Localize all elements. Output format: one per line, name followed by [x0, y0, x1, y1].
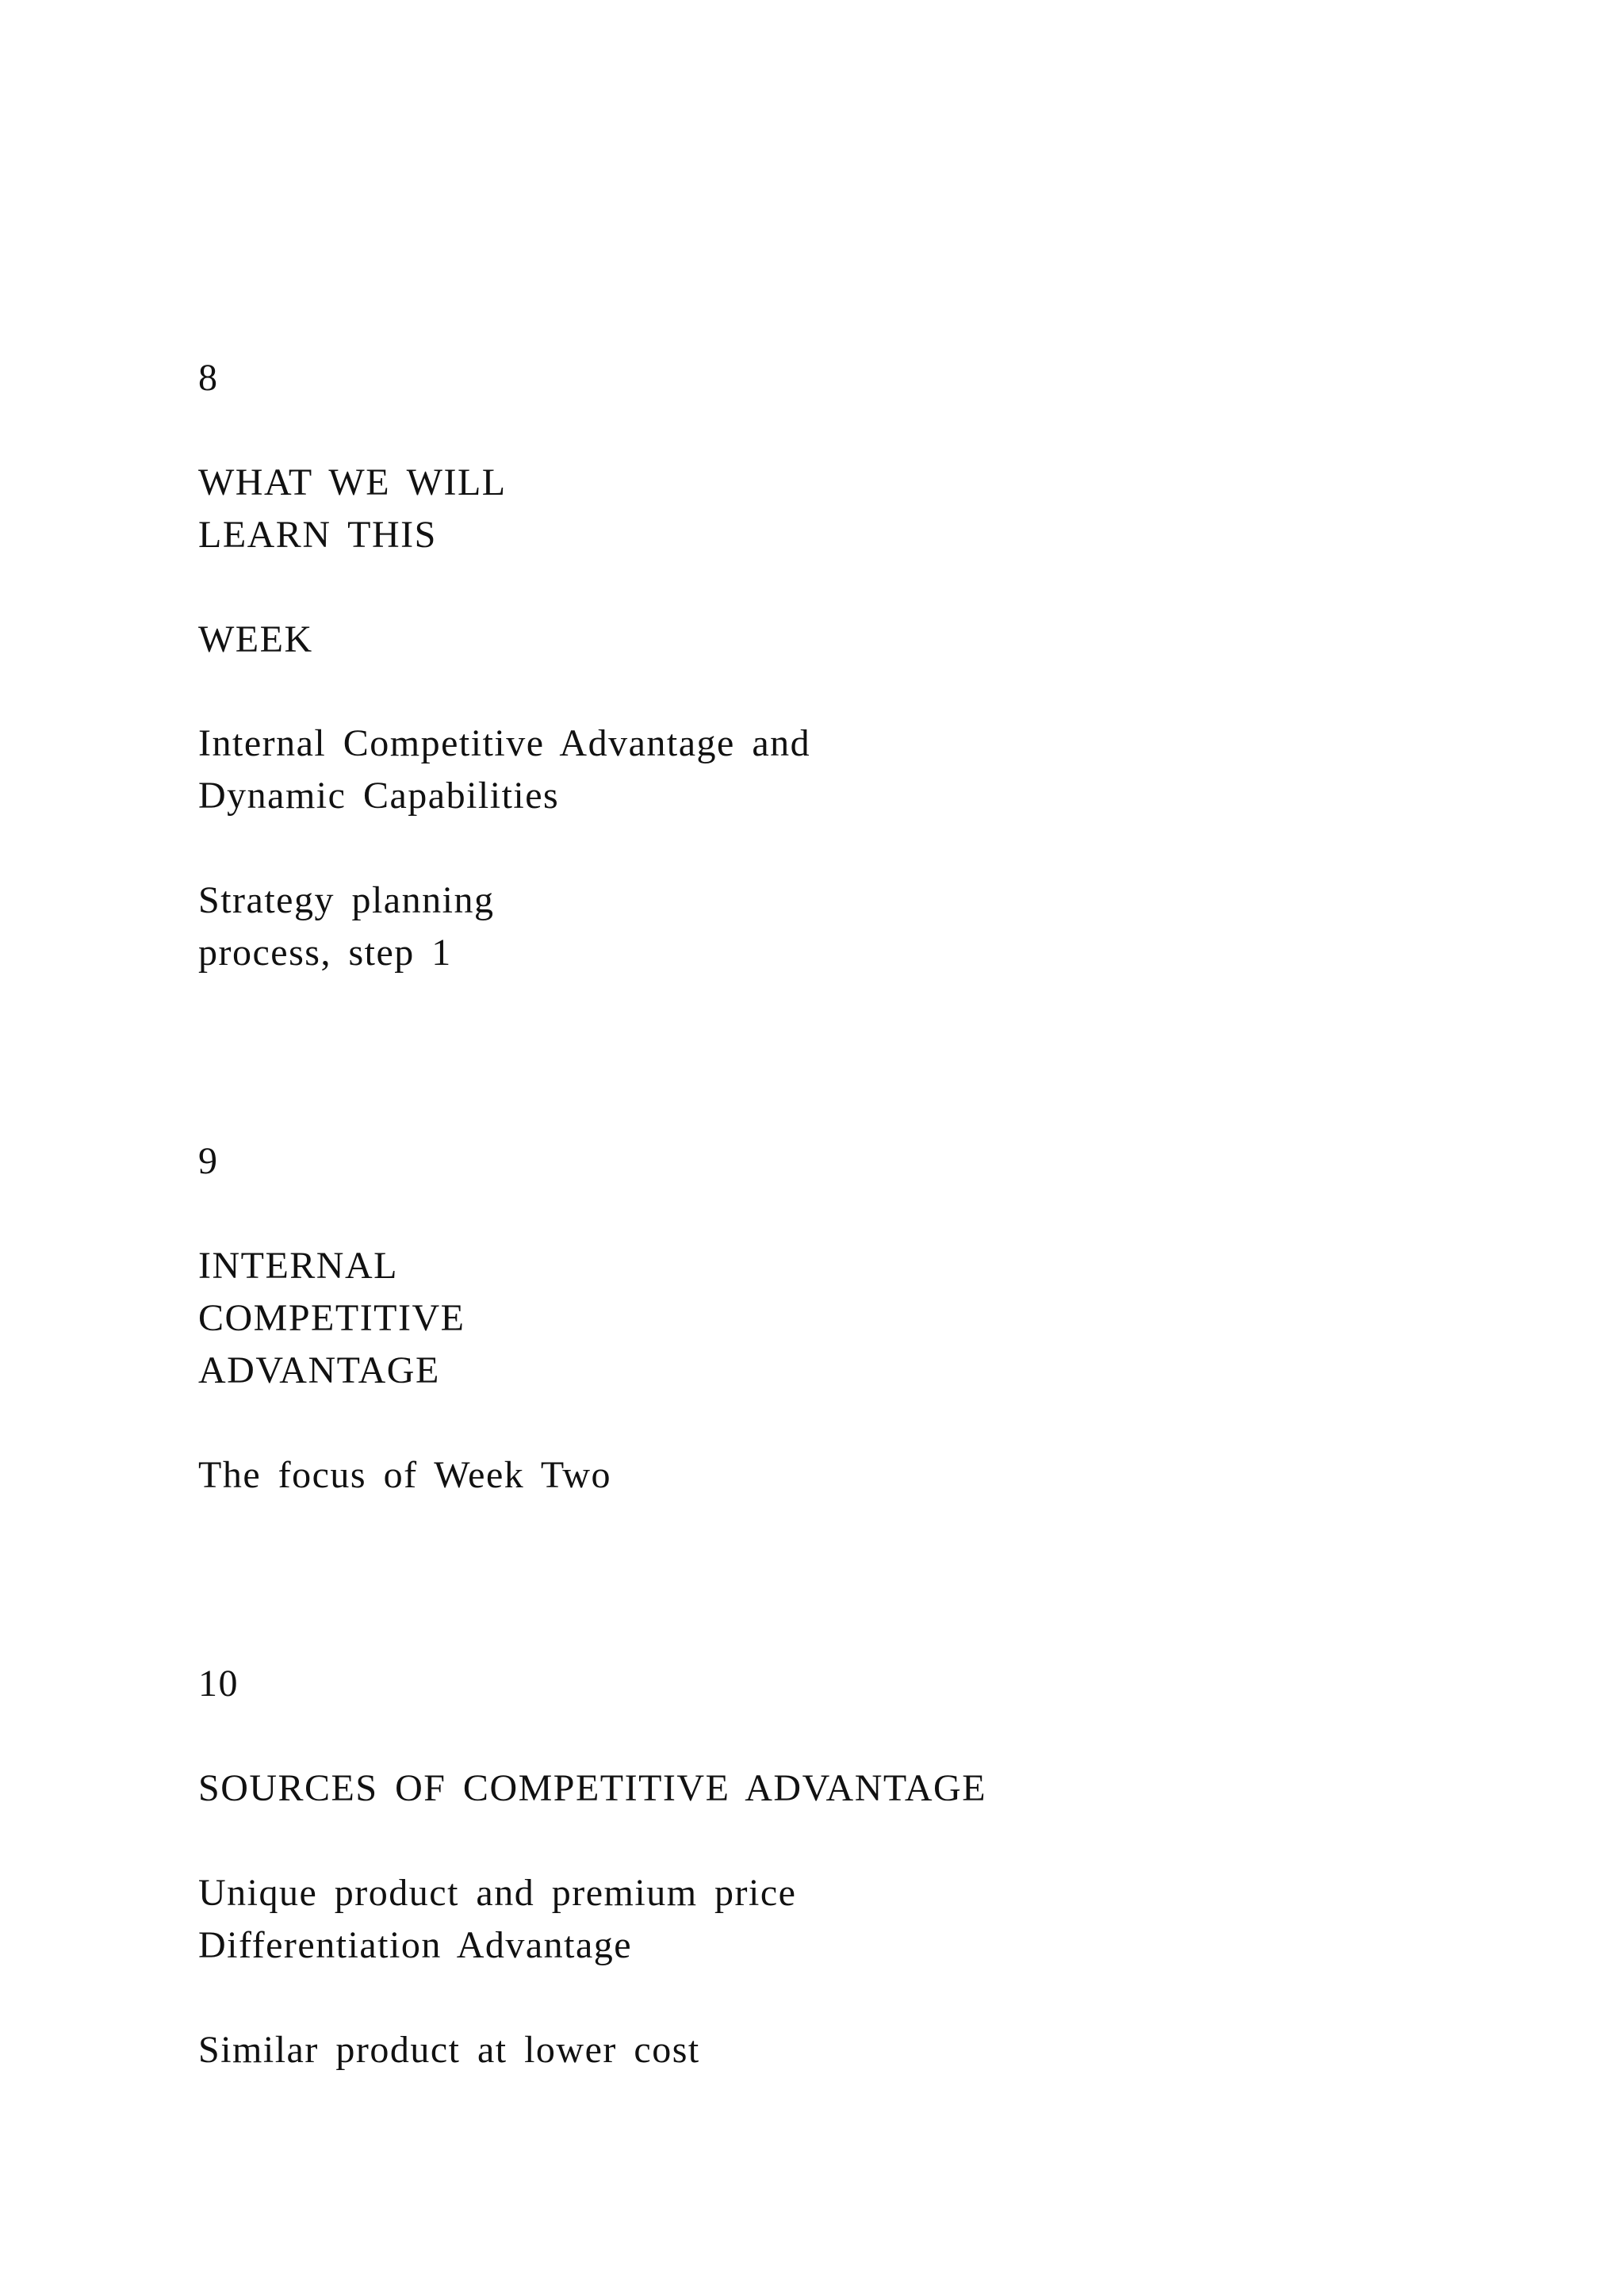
body-line: process, step 1 [198, 932, 452, 974]
heading-line: INTERNAL [198, 1245, 398, 1287]
body-line: Unique product and premium price [198, 1872, 797, 1914]
heading-line: SOURCES OF COMPETITIVE ADVANTAGE [198, 1767, 987, 1809]
section-number: 10 [198, 1663, 239, 1705]
body-line: Dynamic Capabilities [198, 775, 560, 817]
body-line: The focus of Week Two [198, 1454, 612, 1496]
section-number: 9 [198, 1140, 219, 1182]
body-line: Internal Competitive Advantage and [198, 722, 811, 764]
body-line: Similar product at lower cost [198, 2029, 700, 2071]
body-line: Strategy planning [198, 879, 495, 921]
heading-line: ADVANTAGE [198, 1349, 440, 1391]
section-number: 8 [198, 357, 219, 399]
heading-line: WEEK [198, 618, 313, 660]
heading-line: LEARN THIS [198, 514, 437, 556]
heading-line: COMPETITIVE [198, 1297, 465, 1339]
heading-line: WHAT WE WILL [198, 461, 507, 503]
body-line: Differentiation Advantage [198, 1924, 633, 1966]
